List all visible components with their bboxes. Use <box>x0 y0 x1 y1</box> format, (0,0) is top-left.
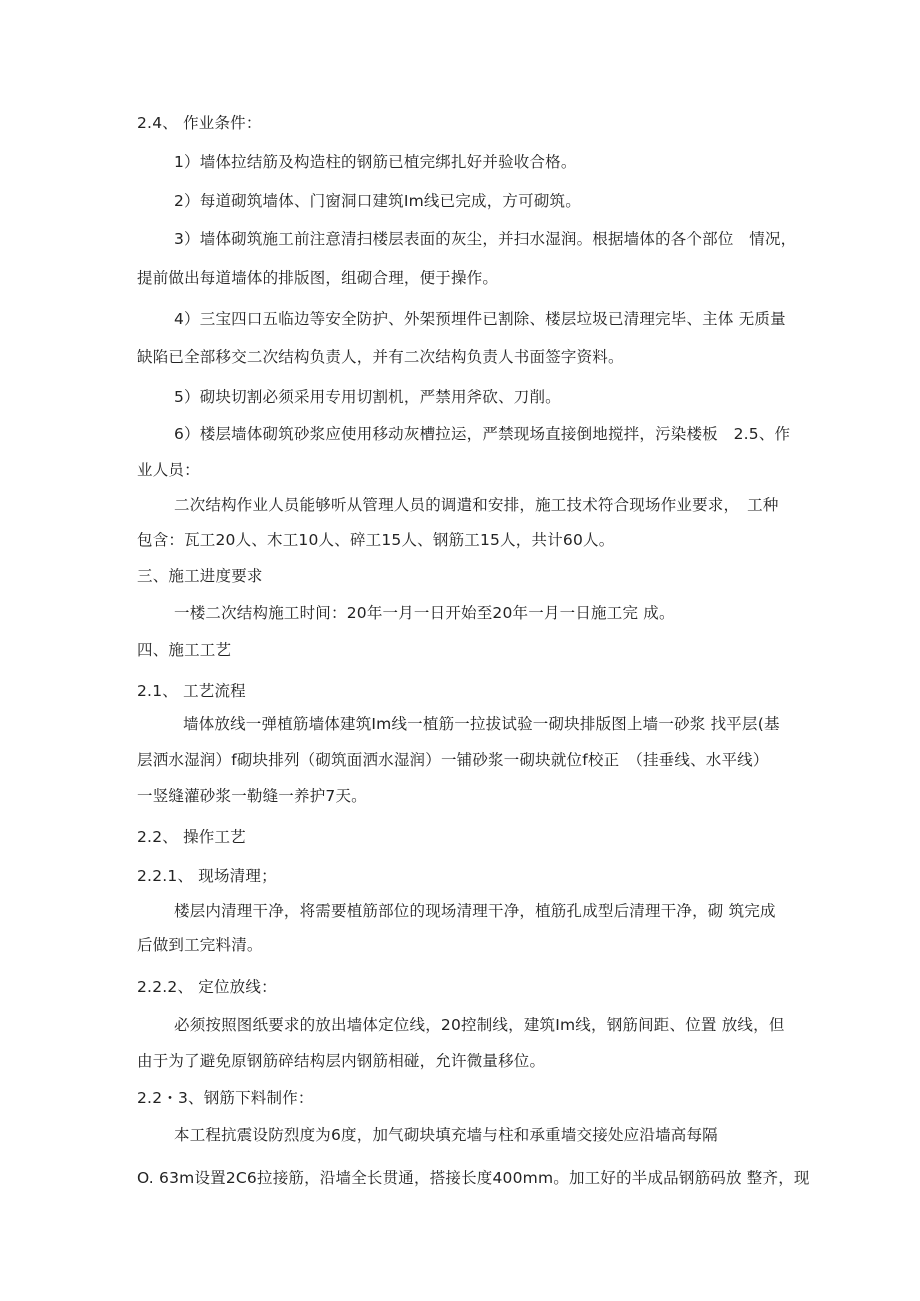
section-heading: 2.2、 操作工艺 <box>137 828 246 846</box>
paragraph-line: 2）每道砌筑墙体、门窗洞口建筑Im线已完成，方可砌筑。 <box>174 192 581 210</box>
paragraph-line: 缺陷已全部移交二次结构负责人，并有二次结构负责人书面签字资料。 <box>137 348 624 366</box>
paragraph-line: 4）三宝四口五临边等安全防护、外架预埋件已割除、楼层垃圾已清理完毕、主体 无质量 <box>174 310 786 328</box>
paragraph-line: 墙体放线一弹植筋墙体建筑Im线一植筋一拉拔试验一砌块排版图上墙一砂浆 找平层(基 <box>183 715 780 733</box>
paragraph-line: 楼层内清理干净，将需要植筋部位的现场清理干净，植筋孔成型后清理干净，砌 筑完成 <box>174 902 776 920</box>
paragraph-line: 3）墙体砌筑施工前注意清扫楼层表面的灰尘，并扫水湿润。根据墙体的各个部位 情况， <box>174 230 797 248</box>
section-heading: 2.2・3、钢筋下料制作： <box>137 1089 314 1107</box>
paragraph-line: 本工程抗震设防烈度为6度，加气砌块填充墙与柱和承重墙交接处应沿墙高每隔 <box>174 1126 718 1144</box>
section-heading: 2.1、 工艺流程 <box>137 682 246 700</box>
paragraph-line: 由于为了避免原钢筋碎结构层内钢筋相碰，允许微量移位。 <box>137 1052 546 1070</box>
paragraph-line: 5）砌块切割必须采用专用切割机，严禁用斧砍、刀削。 <box>174 388 561 406</box>
paragraph-line: 提前做出每道墙体的排版图，组砌合理，便于操作。 <box>137 269 499 287</box>
section-heading: 2.2.1、 现场清理； <box>137 867 277 885</box>
paragraph-line: 二次结构作业人员能够听从管理人员的调遣和安排，施工技术符合现场作业要求， 工种 <box>174 496 779 514</box>
paragraph-line: 后做到工完料清。 <box>137 936 263 954</box>
paragraph-line: 1）墙体拉结筋及构造柱的钢筋已植完绑扎好并验收合格。 <box>174 153 577 171</box>
section-heading: 2.4、 作业条件： <box>137 114 262 132</box>
paragraph-line: 6）楼层墙体砌筑砂浆应使用移动灰槽拉运，严禁现场直接倒地搅拌，污染楼板 2.5、作 <box>174 425 791 443</box>
section-heading: 三、施工进度要求 <box>137 567 263 585</box>
paragraph-line: 必须按照图纸要求的放出墙体定位线，20控制线，建筑Im线，钢筋间距、位置 放线，但 <box>174 1016 785 1034</box>
section-heading: 四、施工工艺 <box>137 641 232 659</box>
paragraph-line: 一楼二次结构施工时间：20年一月一日开始至20年一月一日施工完 成。 <box>174 604 675 622</box>
paragraph-line: O. 63m设置2C6拉接筋，沿墙全长贯通，搭接长度400mm。加工好的半成品钢筋码放 整齐，现 <box>137 1169 810 1187</box>
paragraph-line: 包含：瓦工20人、木工10人、碎工15人、钢筋工15人，共计60人。 <box>137 531 615 549</box>
paragraph-line: 一竖缝灌砂浆一勒缝一养护7天。 <box>137 787 367 805</box>
section-heading: 2.2.2、 定位放线： <box>137 978 277 996</box>
paragraph-line: 业人员： <box>137 461 200 479</box>
paragraph-line: 层洒水湿润）f砌块排列（砌筑面洒水湿润）一铺砂浆一砌块就位f校正 （挂垂线、水平线） <box>137 751 769 769</box>
